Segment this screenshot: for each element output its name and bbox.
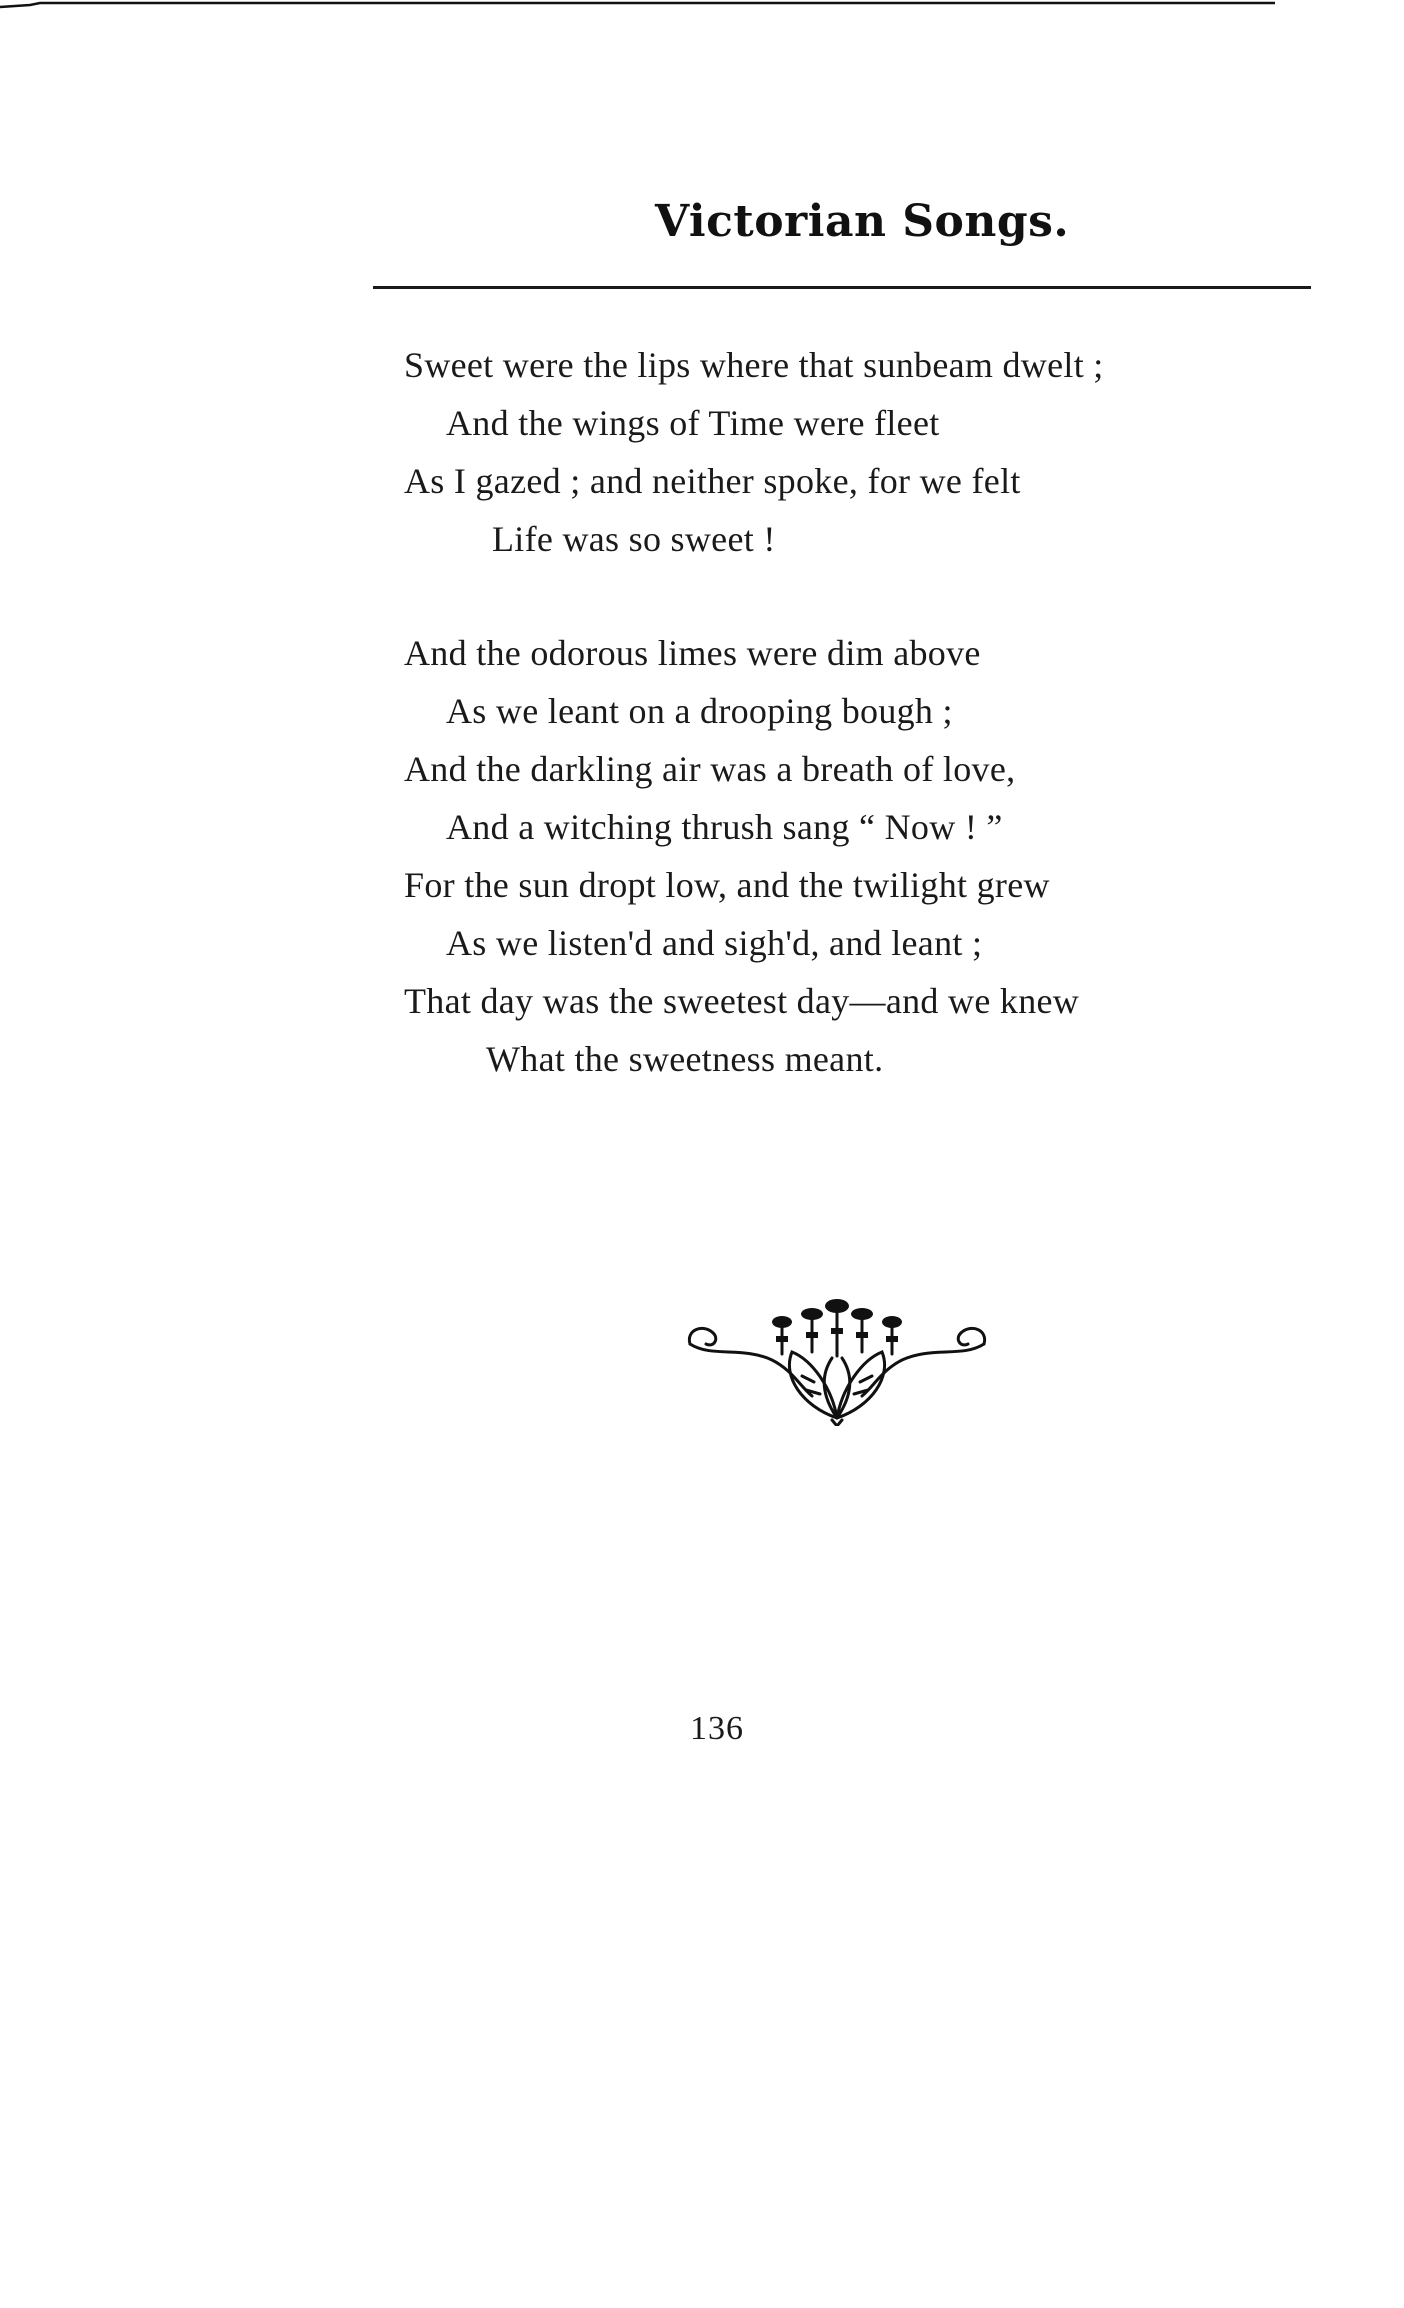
- floral-tailpiece-icon: [682, 1296, 992, 1426]
- poem-line: And a witching thrush sang “ Now ! ”: [446, 807, 1003, 847]
- running-title: Victorian Songs.: [655, 196, 1070, 247]
- poem-line: That day was the sweetest day—and we knew: [404, 981, 1080, 1021]
- top-border-rule: [0, 2, 1275, 8]
- poem-line: And the wings of Time were fleet: [446, 403, 940, 443]
- poem-line: And the odorous limes were dim above: [404, 633, 981, 673]
- poem-line: As we listen'd and sigh'd, and leant ;: [446, 923, 983, 963]
- page-number: [0, 1710, 1404, 1748]
- stanza-2: [404, 624, 1079, 1088]
- poem-line: As we leant on a drooping bough ;: [446, 691, 953, 731]
- poem-line: What the sweetness meant.: [486, 1039, 884, 1079]
- poem-line: And the darkling air was a breath of love,: [404, 749, 1016, 789]
- poem-line: As I gazed ; and neither spoke, for we felt: [404, 461, 1021, 501]
- stanza-1: [404, 336, 1104, 568]
- poem-line: Sweet were the lips where that sunbeam dwelt ;: [404, 345, 1104, 385]
- poem-line: For the sun dropt low, and the twilight grew: [404, 865, 1050, 905]
- header-divider: [373, 286, 1311, 289]
- poem-line: Life was so sweet !: [492, 519, 776, 559]
- page-number-text: 136: [690, 1710, 744, 1747]
